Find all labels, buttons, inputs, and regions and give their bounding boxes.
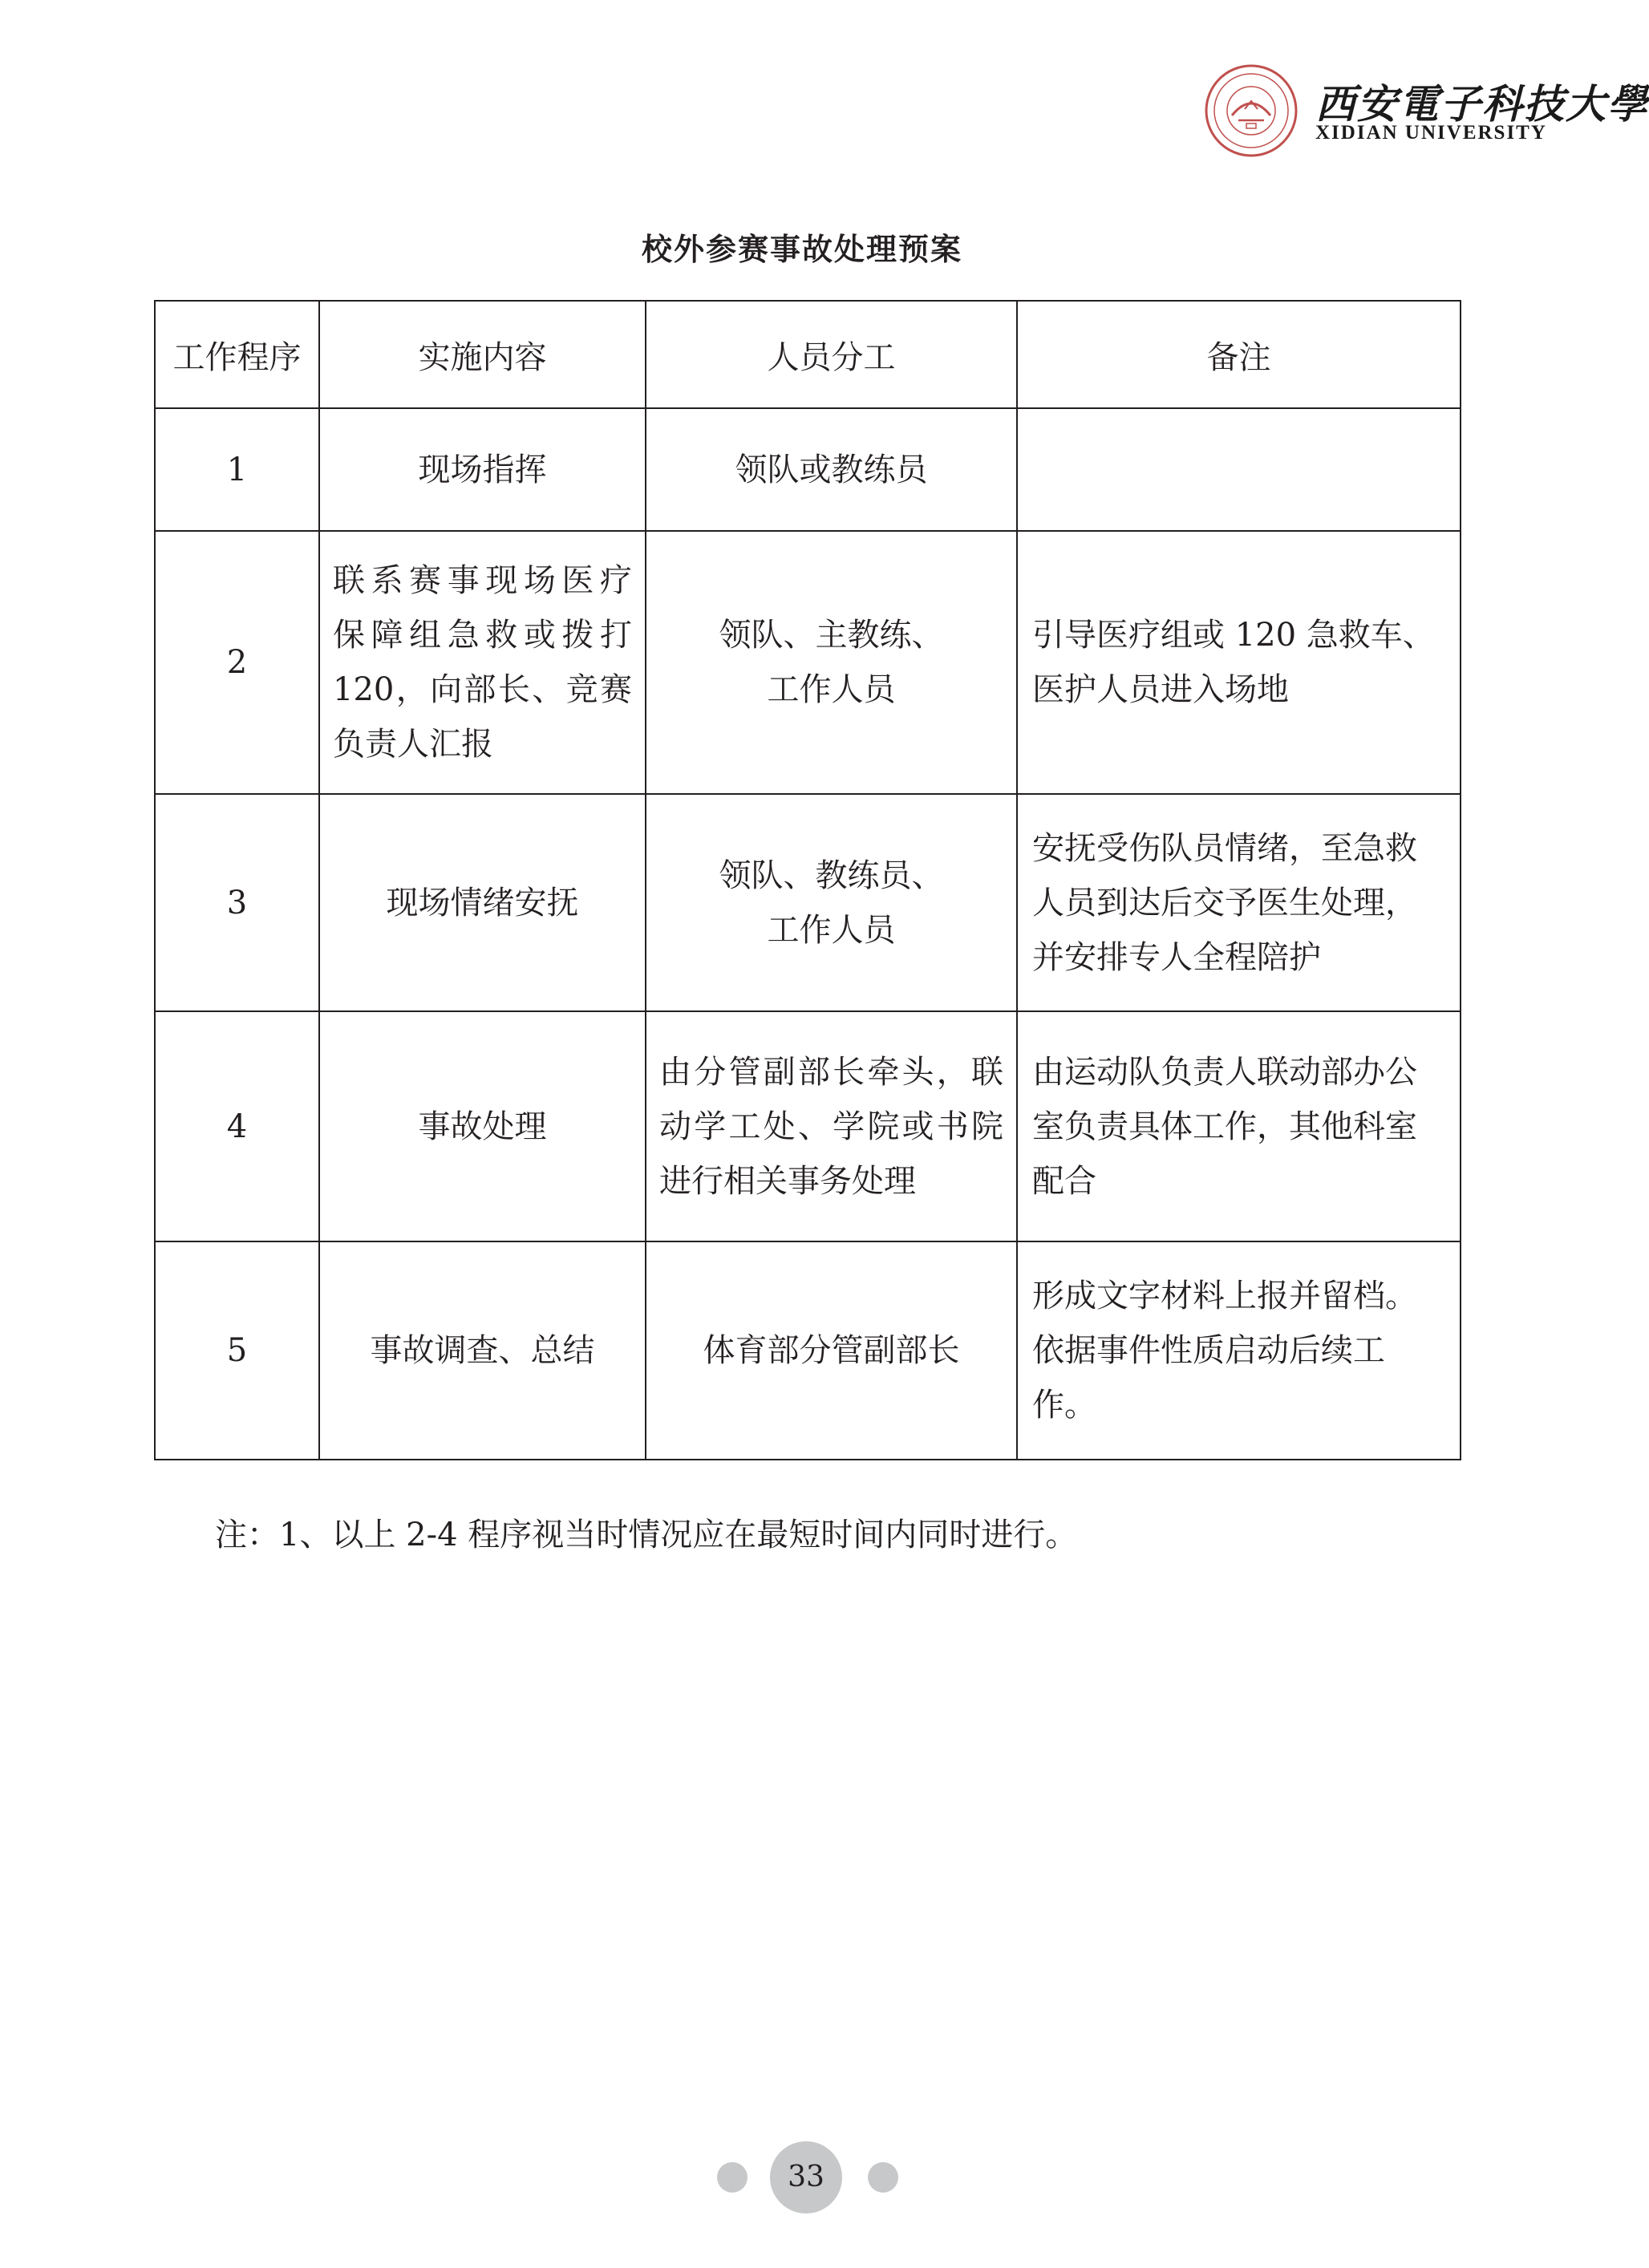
remarks-cell <box>1017 408 1461 531</box>
step-number: 1 <box>155 408 319 531</box>
staff-line: 领队或教练员 <box>735 451 928 488</box>
remarks-line: 引导医疗组或 120 急救车、 <box>1032 617 1435 654</box>
remarks-line: 医护人员进入场地 <box>1032 671 1289 708</box>
content-cell <box>319 1011 646 1241</box>
remarks-cell <box>1017 1011 1461 1241</box>
table-header-row <box>155 301 1461 408</box>
content-line: 负责人汇报 <box>333 726 493 763</box>
content-line: 事故调查、总结 <box>370 1332 595 1369</box>
remarks-line: 并安排专人全程陪护 <box>1032 938 1321 976</box>
decorative-dot-left <box>717 2162 748 2193</box>
remarks-line: 人员到达后交予医生处理， <box>1032 884 1417 921</box>
staff-line: 动学工处、学院或书院 <box>659 1108 1003 1145</box>
footnote: 注：1、以上 2-4 程序视当时情况应在最短时间内同时进行。 <box>215 1517 1078 1553</box>
content-cell <box>319 794 646 1011</box>
remarks-line: 室负责具体工作，其他科室 <box>1032 1108 1417 1145</box>
table-row <box>155 794 1461 1011</box>
staff-line: 领队、教练员、 <box>719 857 944 894</box>
column-header-step: 工作程序 <box>155 301 319 408</box>
brand-name-chinese: 西安電子科技大學 <box>1315 80 1649 128</box>
staff-cell <box>646 1241 1017 1460</box>
staff-cell <box>646 1011 1017 1241</box>
content-line: 联系赛事现场医疗 <box>333 562 632 599</box>
staff-line: 体育部分管副部长 <box>703 1332 960 1369</box>
staff-line: 由分管副部长牵头，联 <box>659 1053 1003 1091</box>
university-seal-icon <box>1203 63 1299 159</box>
column-header-content: 实施内容 <box>319 301 646 408</box>
remarks-line: 依据事件性质启动后续工作。 <box>1032 1332 1385 1424</box>
table-row <box>155 408 1461 531</box>
remarks-line: 形成文字材料上报并留档。 <box>1032 1278 1417 1314</box>
staff-line: 工作人员 <box>767 671 896 708</box>
content-cell <box>319 1241 646 1460</box>
remarks-line: 由运动队负责人联动部办公 <box>1032 1053 1417 1091</box>
university-logo <box>1203 63 1649 167</box>
document-title: 校外参赛事故处理预案 <box>641 232 962 267</box>
staff-cell <box>646 531 1017 794</box>
content-line: 保障组急救或拨打 <box>333 617 632 654</box>
page-number-indicator <box>0 2141 1604 2213</box>
content-line: 现场情绪安抚 <box>386 884 579 921</box>
table-row <box>155 531 1461 794</box>
remarks-cell <box>1017 794 1461 1011</box>
content-cell <box>319 531 646 794</box>
content-cell <box>319 408 646 531</box>
page-number: 33 <box>770 2141 842 2213</box>
step-number: 5 <box>155 1241 319 1460</box>
table-row <box>155 1241 1461 1460</box>
staff-cell <box>646 408 1017 531</box>
brand-name-english: XIDIAN UNIVERSITY <box>1315 122 1547 144</box>
staff-line: 进行相关事务处理 <box>659 1162 916 1200</box>
step-number: 2 <box>155 531 319 794</box>
remarks-line: 安抚受伤队员情绪，至急救 <box>1032 829 1417 867</box>
remarks-line: 配合 <box>1032 1162 1096 1200</box>
column-header-remarks: 备注 <box>1017 301 1461 408</box>
decorative-dot-right <box>868 2162 898 2193</box>
staff-cell <box>646 794 1017 1011</box>
step-number: 4 <box>155 1011 319 1241</box>
accident-plan-table <box>154 300 1461 1460</box>
step-number: 3 <box>155 794 319 1011</box>
staff-line: 领队、主教练、 <box>719 617 944 654</box>
column-header-staff: 人员分工 <box>646 301 1017 408</box>
staff-line: 工作人员 <box>767 911 896 949</box>
content-line: 120，向部长、竞赛 <box>333 671 632 708</box>
table-row <box>155 1011 1461 1241</box>
content-line: 事故处理 <box>418 1108 547 1145</box>
remarks-cell <box>1017 1241 1461 1460</box>
remarks-cell <box>1017 531 1461 794</box>
content-line: 现场指挥 <box>418 451 547 488</box>
